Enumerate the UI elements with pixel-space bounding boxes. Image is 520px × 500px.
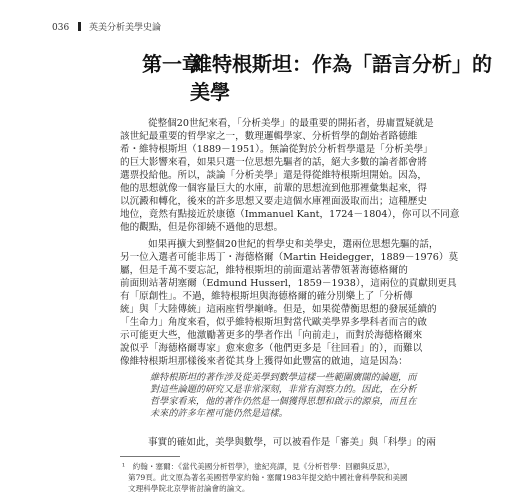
footnote-line: ¹ 約翰・塞爾：《當代美國分析哲學》，塗紀亮譯，見《分析哲學：回顧與反思》，	[122, 462, 395, 471]
text-line: 「生命力」角度來看，似乎維特根斯坦對當代歐美學界多學科者而言的啟	[120, 317, 427, 328]
paragraph-3: 事實的確如此，美學與數學，可以被看作是「審美」與「科學」的兩	[148, 437, 436, 448]
text-line: 統」與「大陸傳統」這兩座哲學巔峰。但是，如果從帶衡思想的發展延續的	[120, 304, 437, 315]
text-line: 前面則站著胡塞爾（Edmund Husserl，1859－1938），這兩位的貢獻則更具	[120, 278, 457, 289]
footnote-line: 第79頁。此文原為著名美國哲學家約翰・塞爾1983年提交給中國社會科學院和美國	[128, 473, 408, 482]
text-line: 他的觀點，但是你卻繞不過他的思想。	[120, 222, 284, 233]
text-line: 有「原創性」。不過，維特根斯坦與海德格爾的確分別樂上了「分析傳	[120, 291, 413, 302]
text-line: 以沉澱和轉化，後來的許多思想又要走這個水庫裡面汲取而出；這種歷史	[120, 196, 427, 207]
text-line: 從整個20世紀來看，「分析美學」的最重要的開拓者，毋庸置疑就是	[148, 118, 434, 129]
book-title: 英美分析美學史論	[88, 23, 161, 33]
footnote-line: 文理科學院北京學術討論會的論文。	[128, 484, 250, 493]
text-line: 說似乎「海德格爾專家」愈來愈多（他們更多是「往回看」的），而難以	[120, 343, 423, 354]
page-number: 036	[52, 23, 70, 33]
quote-line: 未來的許多年裡可能仍然是這樣。	[150, 408, 288, 419]
text-line: 另一位入選者可能非馬丁・海德格爾（Martin Heidegger，1889－1976）莫	[120, 252, 459, 263]
text-line: 他的思想就像一個容量巨大的水庫，前輩的思想流到他那裡彙集起來，得	[120, 183, 427, 194]
text-line: 希・維特根斯坦（1889－1951）。無論從對於分析哲學還是「分析美學」	[120, 144, 433, 155]
quote-line: 維特根斯坦的著作涉及從美學到數學這樣一些範圍廣闊的論題，而	[150, 372, 417, 383]
text-line: 選票投給他。所以，談論「分析美學」還是得從維特根斯坦開始。因為，	[120, 170, 427, 181]
text-line: 地位，竟然有點接近於康德（Immanuel Kant，1724－1804），你可以不同意	[120, 209, 460, 220]
header-divider	[78, 22, 81, 31]
chapter-title-line1: 維特根斯坦：作為「語言分析」的	[192, 52, 492, 76]
text-line: 示可能更大些，他激勵著更多的學者作出「向前走」，而對於海德格爾來	[120, 330, 423, 341]
chapter-label: 第一章	[142, 52, 202, 76]
text-line: 該世紀最重要的哲學家之一，數理邏輯學家、分析哲學的創始者路德維	[120, 131, 418, 142]
chapter-title-line2: 美學	[190, 80, 230, 104]
footnote-separator	[120, 456, 180, 457]
quote-line: 對這些論題的研究又是非常深刻，非常有洞察力的。因此，在分析	[150, 384, 417, 395]
text-line: 像維特根斯坦那樣後來者從其身上獲得如此豐富的啟迪，這是因為：	[120, 356, 408, 367]
text-line: 如果再擴大到整個20世紀的哲學史和美學史，選兩位思想先驅的話，	[148, 239, 439, 250]
quote-line: 哲學家看來，他的著作仍然是一個獲得思想和啟示的源泉，而且在	[150, 396, 417, 407]
text-line: 屬，但是千萬不要忘記，維特根斯坦的前面還站著帶領著海德格爾的	[120, 265, 408, 276]
running-header	[52, 20, 161, 33]
text-line: 的巨大影響來看，如果只選一位思想先驅者的話，絕大多數的論者都會將	[120, 157, 427, 168]
